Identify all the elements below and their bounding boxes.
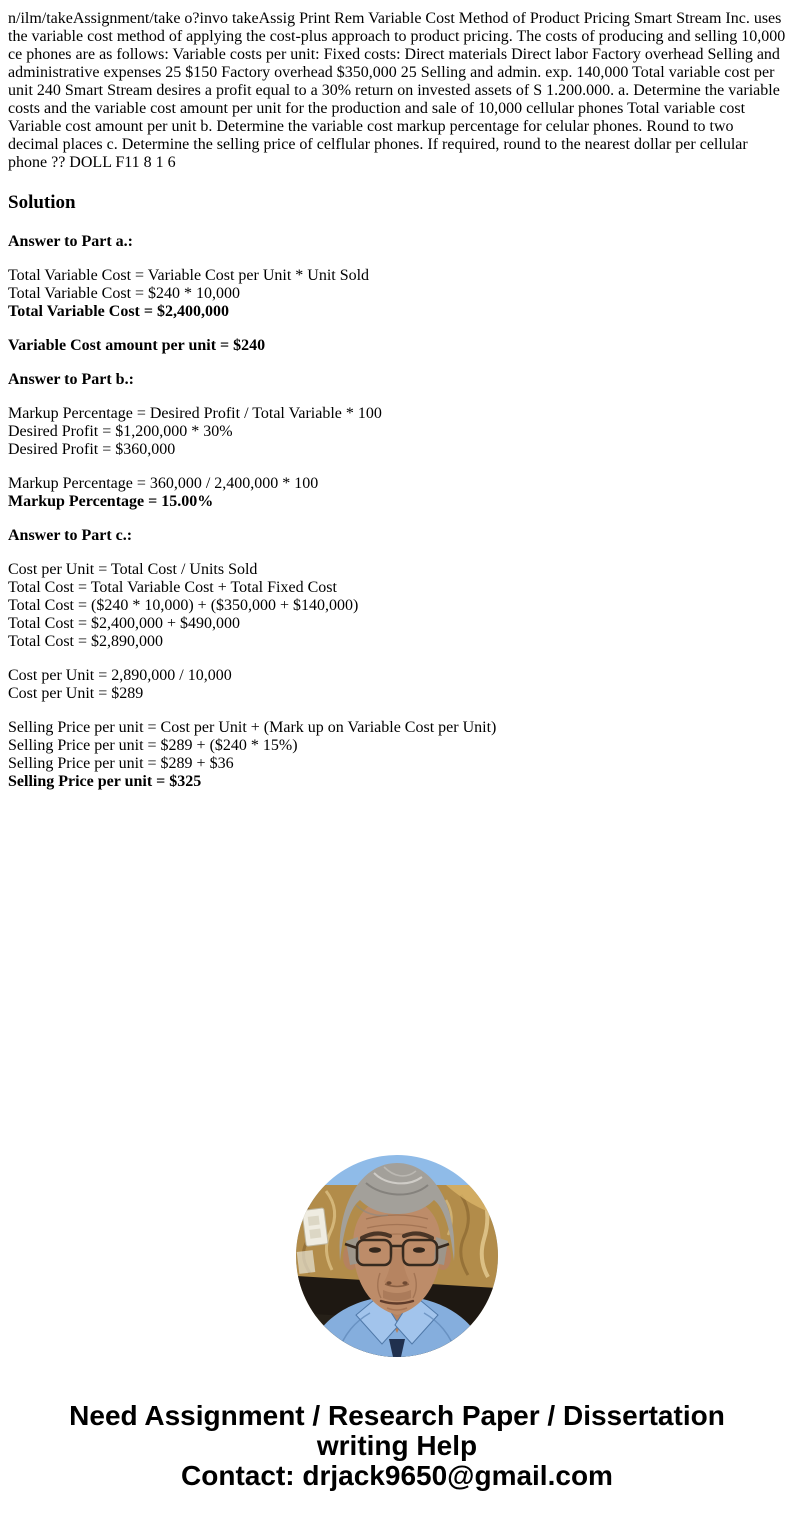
calc-line: Markup Percentage = Desired Profit / Total Variable * 100 — [8, 405, 382, 422]
calc-line: Selling Price per unit = $289 + $36 — [8, 755, 234, 772]
calc-line: Cost per Unit = 2,890,000 / 10,000 — [8, 667, 232, 684]
light-switch-panel — [302, 1208, 328, 1246]
calc-line: Selling Price per unit = Cost per Unit + (Mark up on Variable Cost per Unit) — [8, 719, 497, 736]
part-heading — [8, 371, 786, 389]
calc-line: Total Variable Cost = $2,400,000 — [8, 303, 229, 320]
part-heading-label: Answer to Part c.: — [8, 527, 133, 544]
solution-heading: Solution — [8, 192, 76, 213]
avatar — [296, 1155, 498, 1357]
calc-line: Total Cost = Total Variable Cost + Total Fixed Cost — [8, 579, 337, 596]
calc-line: Desired Profit = $1,200,000 * 30% — [8, 423, 233, 440]
calc-paragraph — [8, 667, 786, 703]
calc-paragraph — [8, 337, 786, 355]
footer-line-1: Need Assignment / Research Paper / Dissertation — [69, 1400, 725, 1431]
part-heading — [8, 527, 786, 545]
calc-paragraph — [8, 719, 786, 791]
avatar-wrap — [8, 1155, 786, 1357]
calc-line: Variable Cost amount per unit = $240 — [8, 337, 266, 354]
calc-line: Total Cost = $2,890,000 — [8, 633, 164, 650]
part-heading-label: Answer to Part b.: — [8, 371, 134, 388]
calc-paragraph — [8, 405, 786, 459]
calc-line: Markup Percentage = 15.00% — [8, 493, 214, 510]
footer-line-2: writing Help — [316, 1430, 478, 1461]
calc-line: Desired Profit = $360,000 — [8, 441, 176, 458]
footer-contact-email: Contact: drjack9650@gmail.com — [181, 1460, 613, 1491]
calc-line: Cost per Unit = Total Cost / Units Sold — [8, 561, 258, 578]
calc-line: Markup Percentage = 360,000 / 2,400,000 * 100 — [8, 475, 319, 492]
calc-line: Total Cost = $2,400,000 + $490,000 — [8, 615, 241, 632]
calc-paragraph — [8, 561, 786, 651]
calc-line: Total Variable Cost = $240 * 10,000 — [8, 285, 241, 302]
calc-line: Total Variable Cost = Variable Cost per Unit * Unit Sold — [8, 267, 370, 284]
calc-line: Selling Price per unit = $289 + ($240 * 15%) — [8, 737, 298, 754]
solution-sections — [8, 233, 786, 791]
wall-panel — [297, 1250, 316, 1274]
calc-line: Selling Price per unit = $325 — [8, 773, 202, 790]
footer-banner — [8, 1401, 786, 1491]
calc-line: Cost per Unit = $289 — [8, 685, 144, 702]
calc-line: Total Cost = ($240 * 10,000) + ($350,000 + $140,000) — [8, 597, 359, 614]
problem-text: n/ilm/takeAssignment/take o?invo takeAssig Print Rem Variable Cost Method of Product Pricing Smart Stream Inc. uses the variable cost method of applying the cost-plus approach to product pricing. The costs of producing and selling 10,000 ce phones are as follows: Variable costs per unit: Fixed costs: Direct materials Direct labor Factory overhead Selling and administrative expenses 25 $150 Factory overhead $350,000 25 Selling and admin. exp. 140,000 Total variable cost per unit 240 Smart Stream desires a profit equal to a 30% return on invested assets of S 1.200.000. a. Determine the variable costs and the variable cost amount per unit for the production and sale of 10,000 cellular phones Total variable cost Variable cost amount per unit b. Determine the variable cost markup percentage for celular phones. Round to two decimal places c. Determine the selling price of celflular phones. If required, round to the nearest dollar per cellular phone ?? DOLL F11 8 1 6 — [8, 10, 786, 171]
calc-paragraph — [8, 267, 786, 321]
part-heading — [8, 233, 786, 251]
calc-paragraph — [8, 475, 786, 511]
part-heading-label: Answer to Part a.: — [8, 233, 134, 250]
